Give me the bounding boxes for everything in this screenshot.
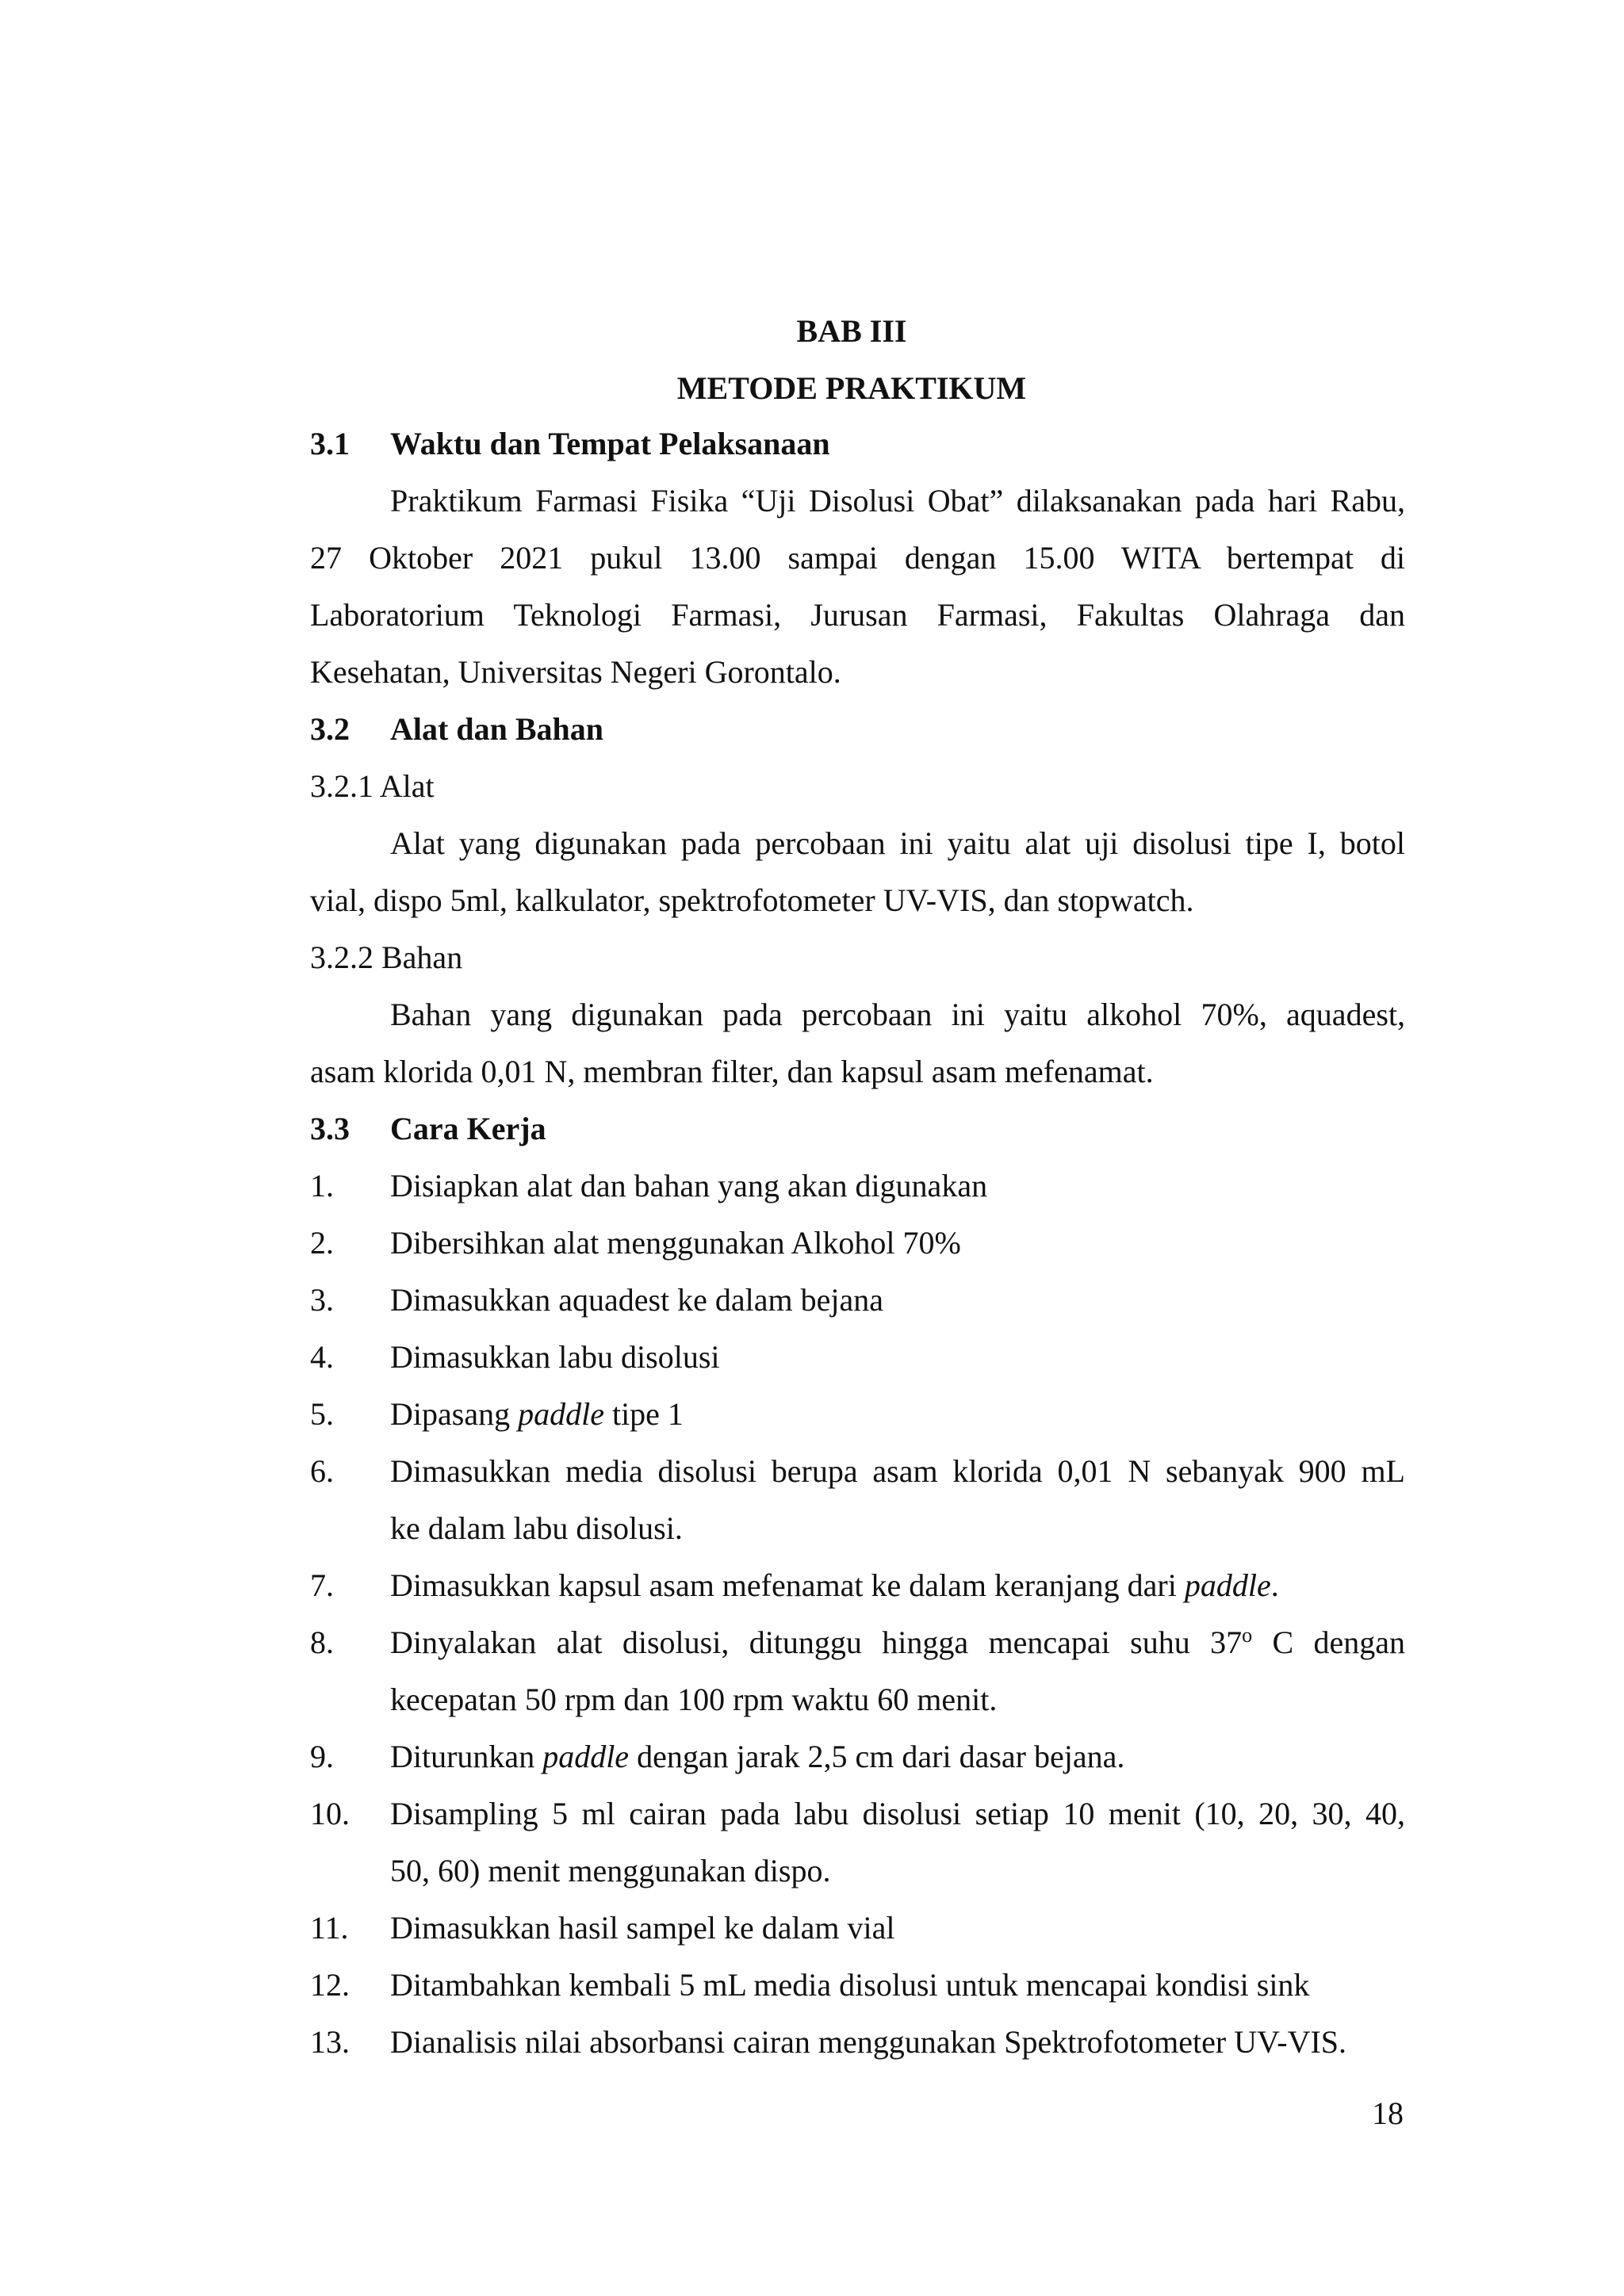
procedure-step-text [390,1167,987,1205]
procedure-step-continuation: 50, 60) menit menggunakan dispo. [390,1853,831,1888]
procedure-step-number: 12. [310,1967,350,2003]
subsection-3-2-2-line-2: asam klorida 0,01 N, membran filter, dan kapsul asam mefenamat. [310,1054,1154,1089]
procedure-step-text-part: Disampling 5 ml cairan pada labu disolusi setiap 10 menit (10, 20, 30, 40, [390,1796,1405,1831]
procedure-step-text [390,1738,1124,1776]
procedure-step-number: 9. [310,1739,334,1774]
procedure-step-number: 4. [310,1339,334,1375]
subsection-3-2-1-line-2: vial, dispo 5ml, kalkulator, spektrofotometer UV-VIS, dan stopwatch. [310,882,1194,918]
procedure-step-text-part: Dimasukkan hasil sampel ke dalam vial [390,1910,895,1946]
section-3-1-number: 3.1 [310,426,350,461]
procedure-step-text-part: Diturunkan [390,1739,543,1774]
procedure-step-number: 11. [310,1910,349,1946]
procedure-step-text [390,1966,1309,2004]
procedure-step-text-part: Dimasukkan aquadest ke dalam bejana [390,1282,883,1318]
subsection-3-2-2-line-1: Bahan yang digunakan pada percobaan ini yaitu alkohol 70%, aquadest, [390,997,1405,1032]
procedure-step-text-part: Dibersihkan alat menggunakan Alkohol 70% [390,1225,961,1261]
procedure-step-text-part: Dimasukkan kapsul asam mefenamat ke dalam keranjang dari [390,1567,1185,1603]
section-3-1-title: Waktu dan Tempat Pelaksanaan [390,426,830,461]
section-3-1-line-2: 27 Oktober 2021 pukul 13.00 sampai dengan 15.00 WITA bertempat di [310,540,1405,576]
section-3-1-line-4: Kesehatan, Universitas Negeri Gorontalo. [310,654,841,690]
procedure-step-text-part: Dipasang [390,1396,519,1432]
procedure-step-italic-term: paddle [1184,1567,1271,1603]
procedure-step-number: 5. [310,1396,334,1432]
procedure-step-text [390,1795,1405,1833]
chapter-label: BAB III [796,313,907,349]
procedure-step-italic-term: paddle [542,1739,630,1774]
procedure-step-text-part: dengan jarak 2,5 cm dari dasar bejana. [629,1739,1125,1774]
subsection-3-2-1-heading: 3.2.1 Alat [310,768,435,804]
procedure-step-number: 10. [310,1796,350,1831]
section-3-3-title: Cara Kerja [390,1111,546,1146]
subsection-3-2-1-line-1: Alat yang digunakan pada percobaan ini yaitu alat uji disolusi tipe I, botol [390,825,1405,861]
procedure-step-number: 3. [310,1282,334,1318]
section-3-3-number: 3.3 [310,1111,350,1146]
section-3-1-line-3: Laboratorium Teknologi Farmasi, Jurusan Farmasi, Fakultas Olahraga dan [310,597,1405,633]
procedure-step-number: 7. [310,1567,334,1603]
procedure-step-number: 1. [310,1168,334,1203]
procedure-step-text-part: Dimasukkan media disolusi berupa asam klorida 0,01 N sebanyak 900 mL [390,1453,1405,1489]
subsection-3-2-2-heading: 3.2.2 Bahan [310,939,463,975]
section-3-1-line-1: Praktikum Farmasi Fisika “Uji Disolusi Obat” dilaksanakan pada hari Rabu, [390,483,1405,519]
procedure-step-text [390,1281,883,1319]
procedure-step-text [390,1567,1279,1605]
procedure-step-number: 2. [310,1225,334,1261]
section-3-2-number: 3.2 [310,711,350,747]
procedure-step-number: 8. [310,1624,334,1660]
procedure-step-continuation: ke dalam labu disolusi. [390,1510,683,1546]
procedure-step-text-part: Disiapkan alat dan bahan yang akan digunakan [390,1168,988,1203]
procedure-step-text-part: . [1270,1567,1279,1603]
procedure-step-text [390,2023,1346,2061]
procedure-step-text [390,1909,895,1947]
procedure-step-text-part: tipe 1 [603,1396,684,1432]
page-number: 18 [1372,2095,1404,2131]
procedure-step-continuation: kecepatan 50 rpm dan 100 rpm waktu 60 menit. [390,1682,998,1717]
procedure-step-text [390,1338,720,1376]
procedure-step-number: 6. [310,1453,334,1489]
procedure-step-text-part: C dengan [1252,1624,1405,1660]
procedure-step-italic-term: paddle [518,1396,604,1432]
chapter-title: METODE PRAKTIKUM [676,370,1027,406]
procedure-step-text [390,1395,684,1433]
procedure-step-number: 13. [310,2024,350,2060]
procedure-step-text [390,1224,961,1262]
procedure-step-text-part: Dinyalakan alat disolusi, ditunggu hingga mencapai suhu 37 [390,1624,1243,1660]
procedure-step-text-part: Dianalisis nilai absorbansi cairan menggunakan Spektrofotometer UV-VIS. [390,2024,1347,2060]
procedure-step-text-part: Dimasukkan labu disolusi [390,1339,720,1375]
procedure-step-text [390,1452,1405,1490]
procedure-step-text-part: Ditambahkan kembali 5 mL media disolusi untuk mencapai kondisi sink [390,1967,1310,2003]
procedure-step-text [390,1624,1405,1662]
section-3-2-title: Alat dan Bahan [390,711,603,747]
degree-superscript: o [1242,1624,1253,1647]
